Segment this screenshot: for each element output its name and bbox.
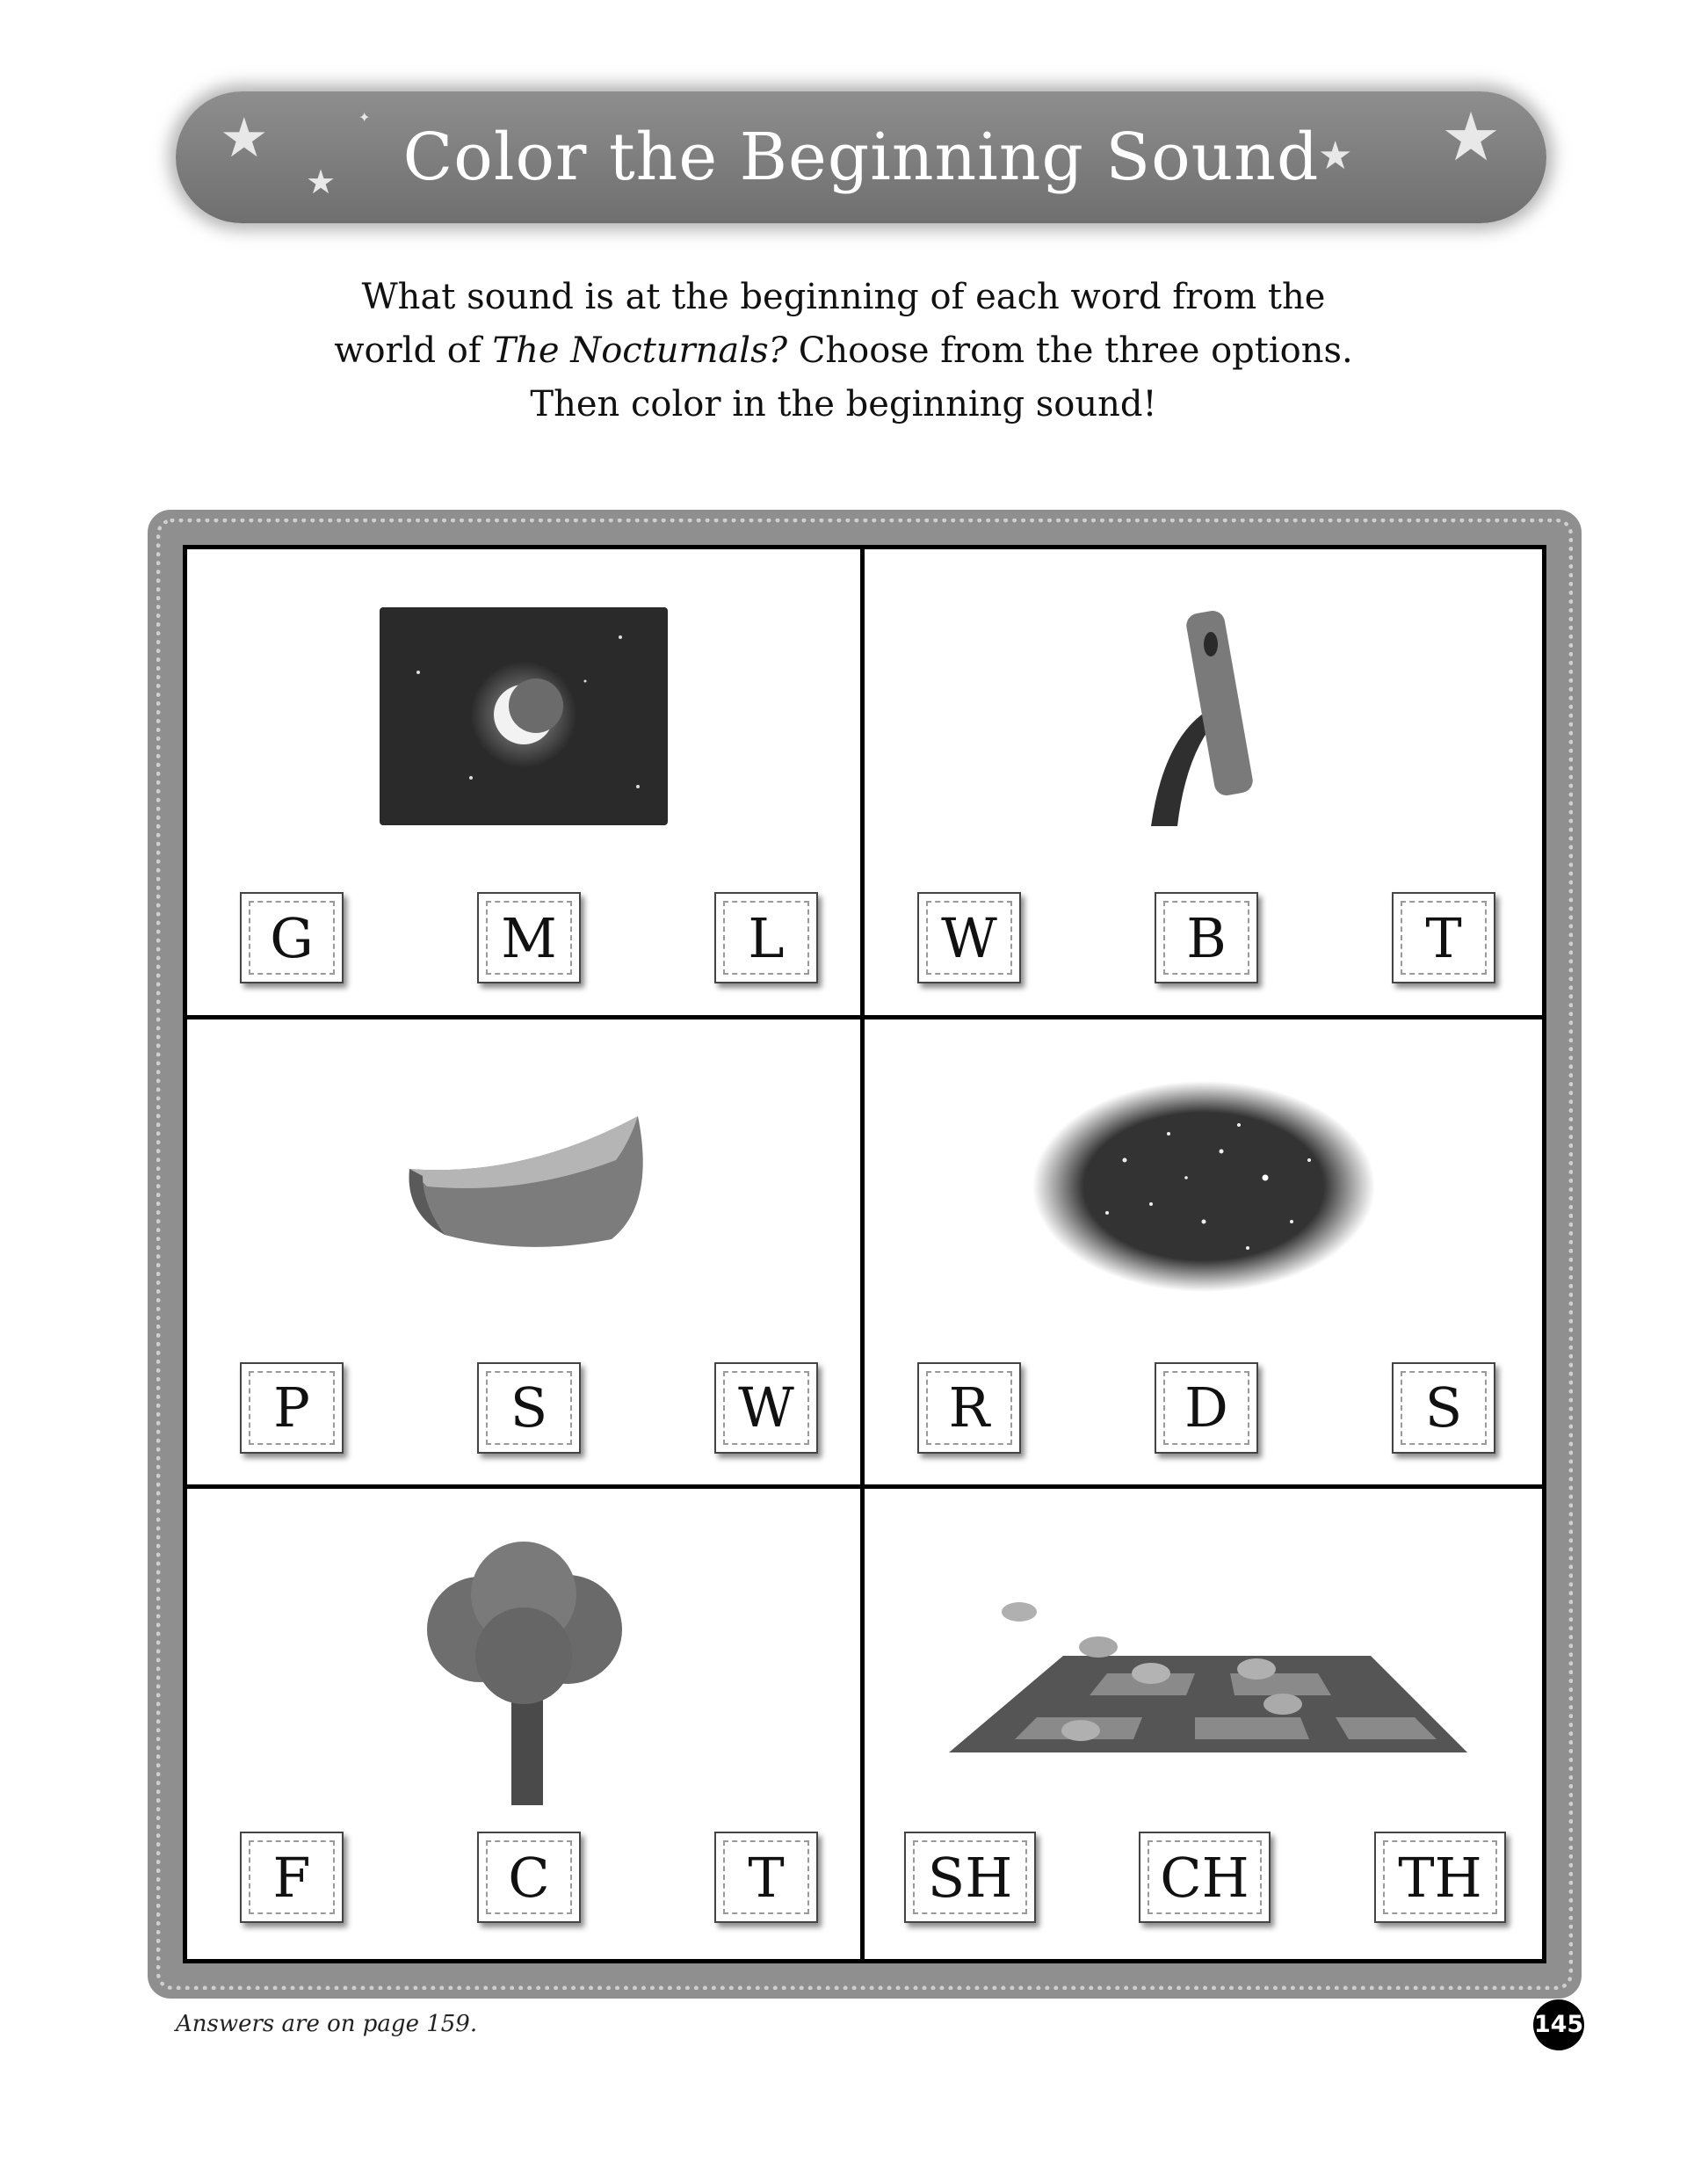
option-letter: T	[1401, 901, 1487, 975]
activity-cell	[865, 1019, 1542, 1490]
option-letter: L	[723, 901, 809, 975]
activity-cell	[865, 549, 1542, 1019]
answers-note: Answers are on page 159.	[176, 2011, 478, 2037]
option-letter: D	[1163, 1371, 1249, 1445]
option-box[interactable]	[1392, 892, 1495, 983]
option-box[interactable]	[477, 1362, 581, 1454]
option-letter: G	[249, 901, 335, 975]
option-box[interactable]	[1155, 892, 1258, 983]
whistle-picture-icon	[865, 602, 1542, 831]
activity-cell	[187, 1489, 865, 1959]
option-box[interactable]	[714, 892, 818, 983]
activity-cell	[865, 1489, 1542, 1959]
star-icon: ★	[1318, 134, 1353, 178]
option-letter: W	[723, 1371, 809, 1445]
option-letter: W	[926, 901, 1012, 975]
activity-cell	[187, 549, 865, 1019]
option-letter: P	[249, 1371, 335, 1445]
instructions-text: Choose from the three options.	[787, 330, 1353, 371]
option-letter: C	[486, 1840, 572, 1914]
option-box[interactable]	[1374, 1832, 1506, 1923]
moon-night-picture-icon	[187, 602, 860, 831]
option-box[interactable]	[1155, 1362, 1258, 1454]
instructions	[316, 271, 1371, 432]
activity-cell	[187, 1019, 865, 1490]
book-title: The Nocturnals?	[492, 330, 788, 371]
star-icon: ★	[306, 163, 337, 201]
watermelon-slice-picture-icon	[187, 1072, 860, 1301]
option-letter: B	[1163, 901, 1249, 975]
title-banner	[176, 91, 1546, 223]
option-box[interactable]	[1139, 1832, 1271, 1923]
option-box[interactable]	[240, 1362, 344, 1454]
option-row	[865, 1832, 1542, 1928]
starry-sky-picture-icon	[865, 1072, 1542, 1301]
activity-grid	[183, 545, 1546, 1963]
option-letter: SH	[913, 1840, 1027, 1914]
tree-picture-icon	[187, 1542, 860, 1770]
option-row	[865, 1362, 1542, 1459]
option-letter: S	[1401, 1371, 1487, 1445]
option-box[interactable]	[904, 1832, 1036, 1923]
star-icon: ★	[220, 105, 269, 170]
option-box[interactable]	[477, 892, 581, 983]
star-icon: ★	[1441, 98, 1502, 176]
option-box[interactable]	[477, 1832, 581, 1923]
option-row	[187, 1832, 860, 1928]
option-letter: T	[723, 1840, 809, 1914]
star-icon: ✦	[358, 109, 371, 126]
option-letter: M	[486, 901, 572, 975]
checkers-board-picture-icon	[865, 1542, 1542, 1770]
page-title: Color the Beginning Sound	[402, 120, 1320, 195]
instructions-text: world of	[334, 330, 493, 371]
option-letter: TH	[1383, 1840, 1497, 1914]
option-row	[187, 1362, 860, 1459]
option-row	[187, 892, 860, 989]
option-box[interactable]	[1392, 1362, 1495, 1454]
option-box[interactable]	[714, 1362, 818, 1454]
instructions-line: What sound is at the beginning of each word from the	[361, 277, 1326, 317]
option-box[interactable]	[714, 1832, 818, 1923]
page-number-badge: 145	[1533, 1999, 1584, 2050]
option-letter: R	[926, 1371, 1012, 1445]
option-letter: CH	[1148, 1840, 1262, 1914]
option-letter: S	[486, 1371, 572, 1445]
option-box[interactable]	[240, 1832, 344, 1923]
option-box[interactable]	[240, 892, 344, 983]
option-row	[865, 892, 1542, 989]
instructions-line: Then color in the beginning sound!	[530, 384, 1157, 424]
option-box[interactable]	[917, 892, 1021, 983]
instructions-line	[316, 324, 1371, 378]
option-box[interactable]	[917, 1362, 1021, 1454]
activity-frame	[148, 510, 1582, 1999]
option-letter: F	[249, 1840, 335, 1914]
